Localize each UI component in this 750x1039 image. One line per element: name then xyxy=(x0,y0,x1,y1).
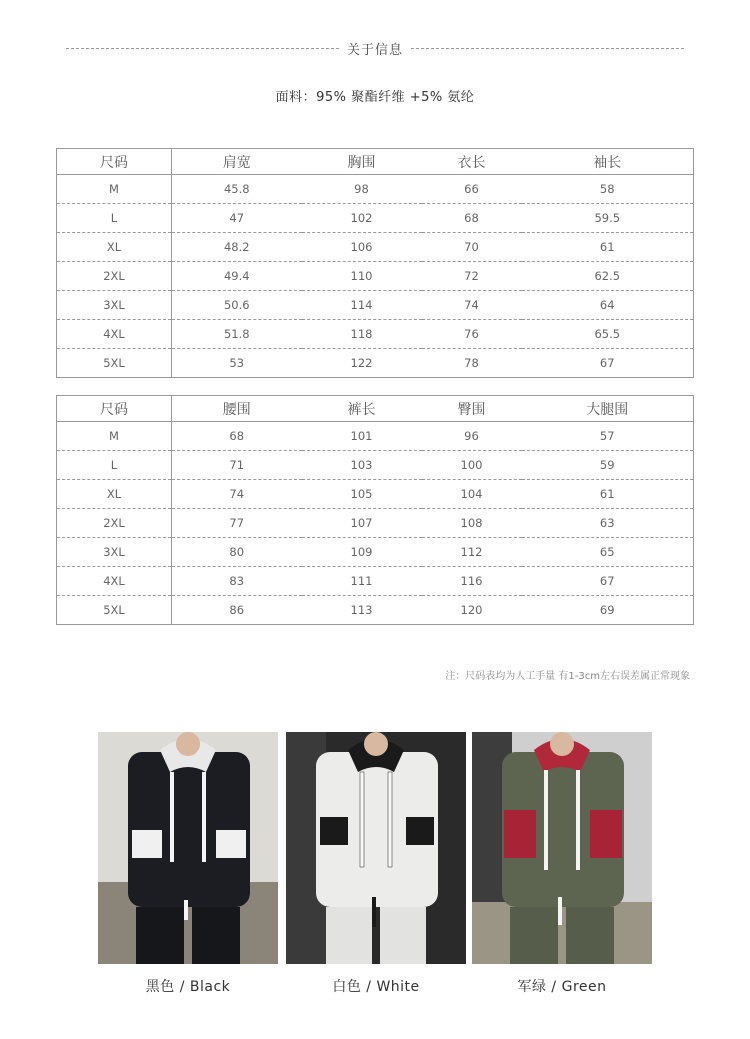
measurement-cell: 72 xyxy=(422,262,522,291)
column-header: 裤长 xyxy=(302,396,422,422)
measurement-cell: 100 xyxy=(422,451,522,480)
column-header: 尺码 xyxy=(57,396,172,422)
measurement-cell: 106 xyxy=(302,233,422,262)
column-header: 尺码 xyxy=(57,149,172,175)
measurement-cell: 101 xyxy=(350,429,373,443)
measurement-cell: 48.2 xyxy=(172,233,302,262)
table-header-row xyxy=(57,149,694,175)
measurement-cell: 65.5 xyxy=(522,320,694,349)
measurement-cell: 61 xyxy=(522,233,694,262)
size-label: 4XL xyxy=(57,320,172,349)
bottom-size-table xyxy=(56,395,694,625)
column-header: 肩宽 xyxy=(172,149,302,175)
measurement-cell: 74 xyxy=(172,480,302,509)
photo-black-hoodie xyxy=(98,732,278,964)
table-row xyxy=(57,567,694,596)
table-row xyxy=(57,233,694,262)
measurement-note: 注：尺码表均为人工手量 有1-3cm左右误差属正常现象 xyxy=(445,671,690,682)
table-row xyxy=(57,320,694,349)
caption-white: 白色 / White xyxy=(332,979,420,995)
measurement-cell: 122 xyxy=(302,349,422,378)
size-label: L xyxy=(57,451,172,480)
photo-green-hoodie xyxy=(472,732,652,964)
product-photos xyxy=(98,732,652,964)
size-label: L xyxy=(57,204,172,233)
measurement-cell: 67 xyxy=(522,567,694,596)
measurement-cell: 77 xyxy=(172,509,302,538)
measurement-cell: 58 xyxy=(599,182,615,196)
hoodie-illustration xyxy=(98,732,278,964)
hoodie-illustration xyxy=(472,732,652,964)
measurement-cell: 104 xyxy=(422,480,522,509)
measurement-cell: 80 xyxy=(172,538,302,567)
measurement-cell: 67 xyxy=(522,349,694,378)
column-header: 腰围 xyxy=(172,396,302,422)
measurement-cell: 112 xyxy=(422,538,522,567)
measurement-cell: 62.5 xyxy=(522,262,694,291)
table-row xyxy=(57,538,694,567)
measurement-cell: 69 xyxy=(522,596,694,625)
measurement-cell: 98 xyxy=(354,182,369,196)
header-dash-right xyxy=(411,48,684,49)
size-label: 2XL xyxy=(57,262,172,291)
column-header: 袖长 xyxy=(522,149,694,175)
measurement-cell: 111 xyxy=(302,567,422,596)
measurement-cell: 96 xyxy=(464,429,479,443)
measurement-cell: 45.8 xyxy=(223,182,250,196)
size-label: 3XL xyxy=(57,538,172,567)
measurement-cell: 105 xyxy=(302,480,422,509)
section-header xyxy=(66,38,684,58)
column-header: 臀围 xyxy=(422,396,522,422)
size-label: M xyxy=(57,422,172,451)
measurement-cell: 68 xyxy=(229,429,245,443)
measurement-cell: 102 xyxy=(302,204,422,233)
measurement-cell: 64 xyxy=(522,291,694,320)
size-label: 5XL xyxy=(57,596,172,625)
column-header: 衣长 xyxy=(422,149,522,175)
caption-black: 黑色 / Black xyxy=(145,979,231,995)
measurement-cell: 63 xyxy=(522,509,694,538)
size-label: 2XL xyxy=(57,509,172,538)
photo-white-hoodie xyxy=(286,732,466,964)
table-row xyxy=(57,349,694,378)
table-row xyxy=(57,262,694,291)
measurement-cell: 114 xyxy=(302,291,422,320)
measurement-cell: 78 xyxy=(422,349,522,378)
measurement-cell: 109 xyxy=(302,538,422,567)
measurement-cell: 47 xyxy=(172,204,302,233)
size-label: 3XL xyxy=(57,291,172,320)
measurement-cell: 107 xyxy=(302,509,422,538)
measurement-cell: 118 xyxy=(302,320,422,349)
measurement-cell: 49.4 xyxy=(172,262,302,291)
table-row xyxy=(57,480,694,509)
measurement-cell: 59.5 xyxy=(522,204,694,233)
measurement-cell: 120 xyxy=(422,596,522,625)
table-row xyxy=(57,422,694,451)
measurement-cell: 74 xyxy=(422,291,522,320)
section-title: 关于信息 xyxy=(347,42,404,58)
measurement-cell: 71 xyxy=(172,451,302,480)
measurement-cell: 108 xyxy=(422,509,522,538)
measurement-cell: 61 xyxy=(522,480,694,509)
measurement-cell: 59 xyxy=(522,451,694,480)
measurement-cell: 68 xyxy=(422,204,522,233)
measurement-cell: 116 xyxy=(422,567,522,596)
header-dash-left xyxy=(66,48,339,49)
measurement-cell: 53 xyxy=(172,349,302,378)
table-header-row xyxy=(57,396,694,422)
measurement-cell: 86 xyxy=(172,596,302,625)
size-label: 4XL xyxy=(57,567,172,596)
column-header: 胸围 xyxy=(302,149,422,175)
table-row xyxy=(57,204,694,233)
table-row xyxy=(57,451,694,480)
size-label: 5XL xyxy=(57,349,172,378)
measurement-cell: 83 xyxy=(172,567,302,596)
fabric-info: 面料：95% 聚酯纤维 +5% 氨纶 xyxy=(275,90,475,105)
table-row xyxy=(57,596,694,625)
measurement-cell: 51.8 xyxy=(172,320,302,349)
measurement-cell: 103 xyxy=(302,451,422,480)
measurement-cell: 50.6 xyxy=(172,291,302,320)
measurement-cell: 76 xyxy=(422,320,522,349)
table-row xyxy=(57,175,694,204)
table-row xyxy=(57,291,694,320)
measurement-cell: 110 xyxy=(302,262,422,291)
measurement-cell: 57 xyxy=(599,429,615,443)
size-label: XL xyxy=(57,480,172,509)
measurement-cell: 70 xyxy=(422,233,522,262)
size-label: XL xyxy=(57,233,172,262)
measurement-cell: 113 xyxy=(302,596,422,625)
hoodie-illustration xyxy=(286,732,466,964)
size-label: M xyxy=(57,175,172,204)
caption-green: 军绿 / Green xyxy=(517,979,607,995)
measurement-cell: 66 xyxy=(464,182,479,196)
column-header: 大腿围 xyxy=(522,396,694,422)
top-size-table xyxy=(56,148,694,378)
table-row xyxy=(57,509,694,538)
measurement-cell: 65 xyxy=(522,538,694,567)
